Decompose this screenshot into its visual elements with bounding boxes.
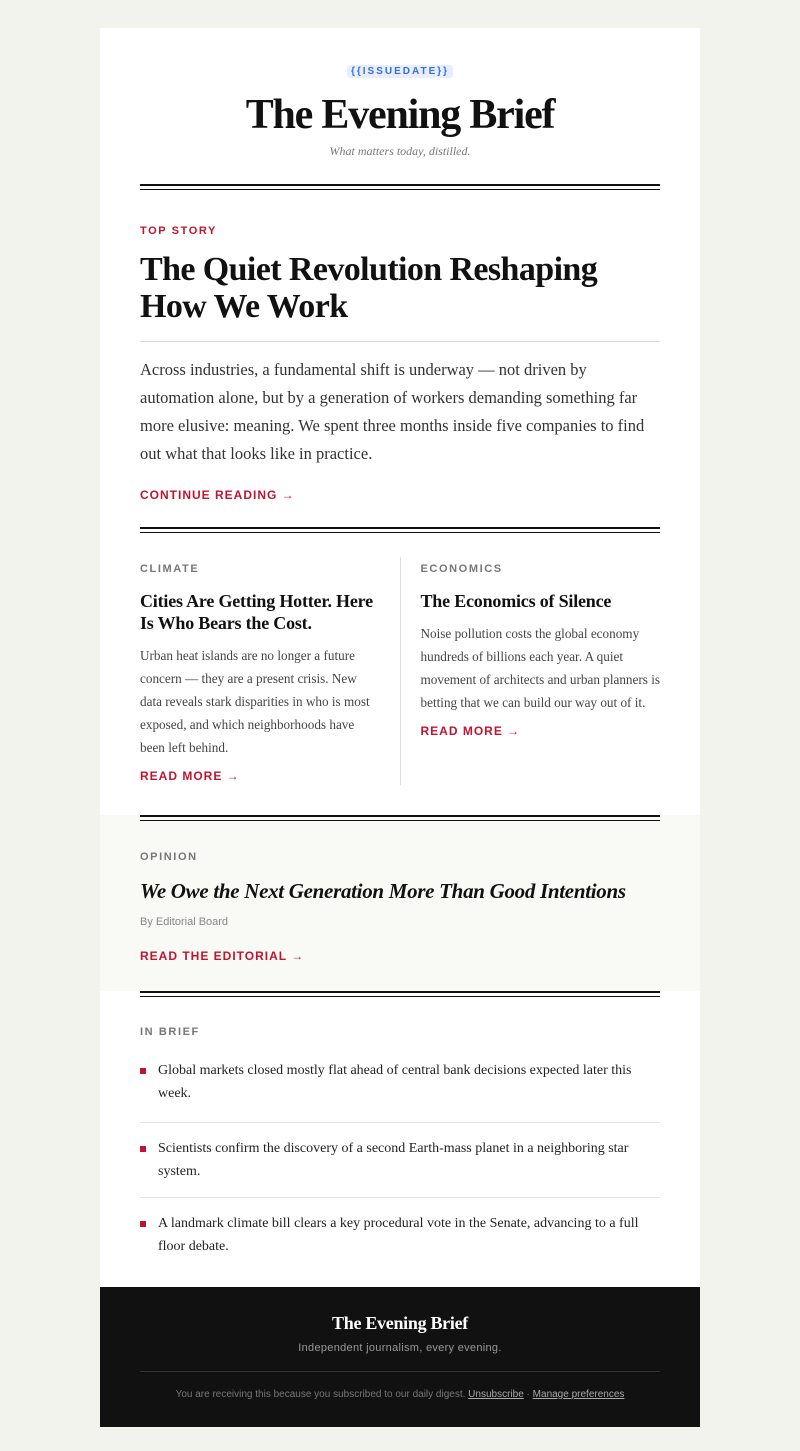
footer-tagline: Independent journalism, every evening. — [298, 1342, 502, 1354]
read-more-link[interactable]: READ MORE → — [420, 724, 521, 738]
square-bullet-icon — [140, 1221, 146, 1227]
top-story — [100, 190, 700, 504]
story-kicker: ECONOMICS — [420, 563, 503, 575]
top-story-rule — [140, 341, 660, 342]
story-body: Urban heat islands are no longer a future concern — they are a present crisis. New data reveals stark disparities in who is most exposed, and which neighborhoods have been left behind. — [140, 648, 370, 755]
brand-title: The Evening Brief — [245, 92, 555, 138]
secondary-stories — [140, 557, 660, 785]
brand-tagline: What matters today, distilled. — [329, 144, 471, 158]
story-card-economics — [401, 557, 661, 785]
story-card-climate — [140, 557, 401, 785]
newsletter — [100, 28, 700, 1427]
top-story-kicker: TOP STORY — [140, 225, 217, 237]
in-brief-section — [100, 997, 700, 1287]
opinion-kicker: OPINION — [140, 851, 198, 863]
opinion-title[interactable]: We Owe the Next Generation More Than Good Intentions — [140, 879, 626, 903]
square-bullet-icon — [140, 1146, 146, 1152]
story-body: Noise pollution costs the global economy hundreds of billions each year. A quiet movement of architects and urban planners is betting that we can build our way out of it. — [420, 626, 660, 710]
brief-item-text: Global markets closed mostly flat ahead of central bank decisions expected later this week. — [158, 1063, 632, 1101]
story-title[interactable]: Cities Are Getting Hotter. Here Is Who Bears the Cost. — [140, 591, 373, 633]
story-title[interactable]: The Economics of Silence — [420, 591, 612, 611]
masthead — [100, 28, 700, 159]
brief-item-text: Scientists confirm the discovery of a second Earth-mass planet in a neighboring star system. — [158, 1141, 629, 1179]
square-bullet-icon — [140, 1068, 146, 1074]
read-editorial-link[interactable]: READ THE EDITORIAL → — [140, 949, 305, 963]
story-kicker: CLIMATE — [140, 563, 200, 575]
brief-item[interactable] — [140, 1137, 660, 1198]
top-story-title[interactable]: The Quiet Revolution Reshaping How We Work — [140, 251, 598, 325]
footer — [100, 1287, 700, 1427]
opinion-byline: By Editorial Board — [140, 916, 229, 928]
issue-date-tag: {{ISSUEDATE}} — [347, 65, 453, 78]
brief-item-text: A landmark climate bill clears a key procedural vote in the Senate, advancing to a full floor debate. — [158, 1216, 639, 1254]
manage-preferences-link[interactable]: Manage preferences — [532, 1389, 625, 1400]
footer-legal — [140, 1372, 660, 1427]
opinion-section — [100, 815, 700, 991]
brief-item[interactable] — [140, 1212, 660, 1258]
brief-item[interactable] — [140, 1059, 660, 1123]
read-more-link[interactable]: READ MORE → — [140, 769, 240, 783]
top-story-body: Across industries, a fundamental shift is underway — not driven by automation alone, but by a generation of workers demanding something far more elusive: meaning. We spent three months inside five companies to find out what that looks like in practice. — [140, 360, 645, 463]
legal-text: You are receiving this because you subscribed to our daily digest. — [175, 1389, 466, 1400]
link-separator: · — [526, 1389, 530, 1400]
footer-brand: The Evening Brief — [332, 1313, 468, 1333]
in-brief-kicker: IN BRIEF — [140, 1026, 200, 1038]
continue-reading-link[interactable]: CONTINUE READING → — [140, 488, 295, 502]
unsubscribe-link[interactable]: Unsubscribe — [468, 1389, 524, 1400]
